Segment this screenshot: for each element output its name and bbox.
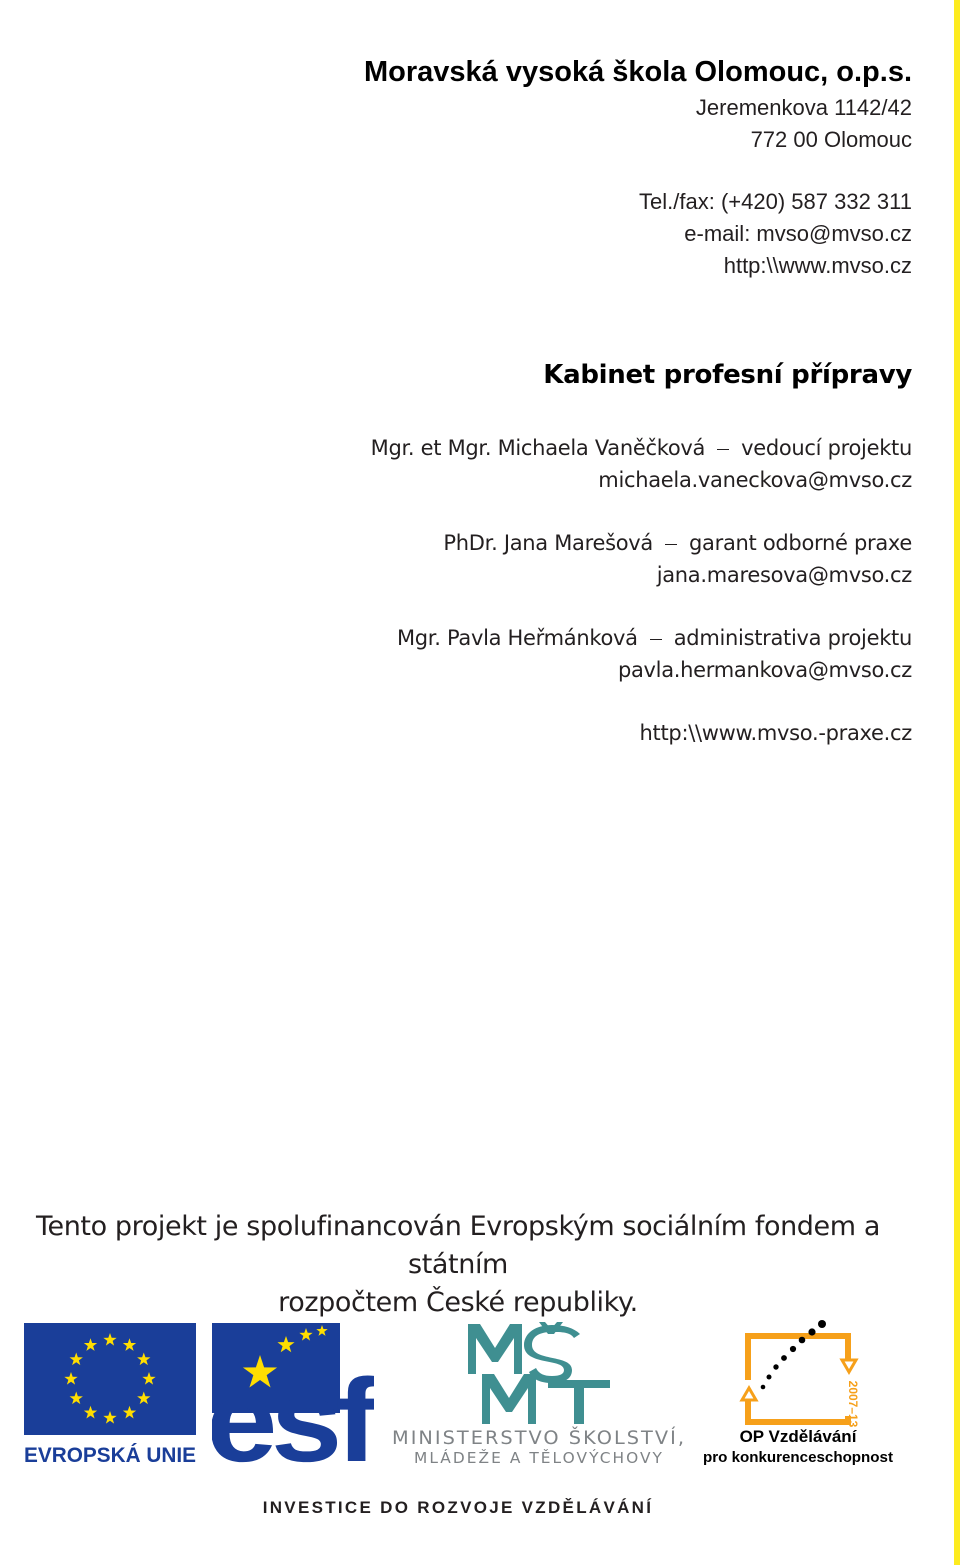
contact-role: administrativa projektu bbox=[673, 626, 912, 650]
contact-email[interactable]: michaela.vaneckova@mvso.cz bbox=[598, 468, 912, 492]
institution-name: Moravská vysoká škola Olomouc, o.p.s. bbox=[364, 56, 912, 88]
contact-name: PhDr. Jana Marešová bbox=[443, 531, 654, 555]
institution-street: Jeremenkova 1142/42 bbox=[695, 95, 912, 120]
institution-phone: Tel./fax: (+420) 587 332 311 bbox=[639, 189, 912, 214]
institution-web[interactable]: http:\\www.mvso.cz bbox=[723, 253, 912, 278]
op-years: 2007–13 bbox=[846, 1380, 860, 1428]
cabinet-web[interactable]: http:\\www.mvso.-praxe.cz bbox=[639, 721, 912, 745]
msmt-emblem-icon bbox=[388, 1320, 690, 1470]
contact-name-line bbox=[371, 432, 912, 464]
dash-separator bbox=[650, 639, 662, 640]
esf-label: esf bbox=[212, 1355, 374, 1463]
msmt-line-2: MLÁDEŽE A TĚLOVÝCHOVY bbox=[414, 1449, 658, 1467]
op-emblem-icon bbox=[700, 1318, 896, 1468]
funding-note bbox=[0, 1208, 916, 1322]
contact-name: Mgr. et Mgr. Michaela Vaněčková bbox=[370, 436, 706, 460]
funding-line-2: rozpočtem České republiky. bbox=[278, 1287, 638, 1318]
contact-email[interactable]: pavla.hermankova@mvso.cz bbox=[617, 658, 912, 682]
op-logo bbox=[700, 1318, 896, 1468]
eu-flag-icon bbox=[24, 1323, 196, 1463]
esf-flag-icon bbox=[212, 1323, 374, 1463]
slogan: INVESTICE DO ROZVOJE VZDĚLÁVÁNÍ bbox=[262, 1498, 654, 1517]
contact-email[interactable]: jana.maresova@mvso.cz bbox=[656, 563, 912, 587]
op-line-2: pro konkurenceschopnost bbox=[703, 1449, 893, 1466]
contact-role: garant odborné praxe bbox=[689, 531, 912, 555]
contact-name-line bbox=[443, 527, 912, 559]
eu-logo bbox=[24, 1323, 196, 1463]
eu-label: EVROPSKÁ UNIE bbox=[24, 1444, 196, 1463]
op-line-1: OP Vzdělávání bbox=[739, 1427, 857, 1446]
institution-city: 772 00 Olomouc bbox=[750, 127, 912, 152]
dash-separator bbox=[665, 544, 677, 545]
funding-line-1: Tento projekt je spolufinancován Evropským sociálním fondem a státním bbox=[36, 1211, 880, 1280]
institution-email[interactable]: e-mail: mvso@mvso.cz bbox=[684, 221, 912, 246]
dash-separator bbox=[717, 449, 729, 450]
msmt-line-1: MINISTERSTVO ŠKOLSTVÍ, bbox=[392, 1427, 682, 1449]
contact-name-line bbox=[397, 622, 912, 654]
esf-logo bbox=[212, 1323, 374, 1463]
contact-role: vedoucí projektu bbox=[741, 436, 912, 460]
contact-name: Mgr. Pavla Heřmánková bbox=[396, 626, 638, 650]
yellow-edge-strip bbox=[954, 0, 960, 1565]
msmt-logo bbox=[388, 1320, 690, 1470]
cabinet-title: Kabinet profesní přípravy bbox=[543, 360, 912, 390]
